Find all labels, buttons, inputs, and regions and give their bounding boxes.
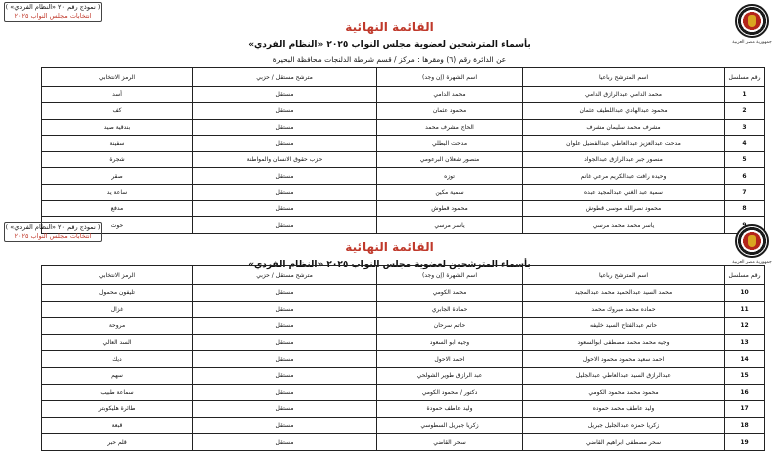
affiliation-cell: مستقل (193, 87, 377, 103)
header-symbol: الرمز الانتخابي (42, 68, 193, 87)
symbol-cell: غزال (42, 301, 193, 318)
nickname-cell: توزه (377, 168, 523, 184)
header-nickname: اسم الشهرة (إن وجد) (377, 266, 523, 285)
name-cell: سمية عبد الغني عبدالمجيد عبده (523, 184, 725, 200)
table-row (42, 384, 765, 401)
nickname-cell: عبد الرازق طوير الشولحي (377, 367, 523, 384)
header-symbol: الرمز الانتخابي (42, 266, 193, 285)
symbol-cell: مروحة (42, 318, 193, 335)
list-page-2 (0, 220, 779, 446)
nickname-cell: محمد الدامي (377, 87, 523, 103)
name-cell: ياسر محمد محمد مرسي (523, 217, 725, 233)
table-row (42, 434, 765, 451)
badge-line-2: انتخابات مجلس النواب ٢٠٢٥ (14, 232, 92, 240)
table-row (42, 301, 765, 318)
candidates-table (41, 67, 765, 234)
symbol-cell: حوت (42, 217, 193, 233)
symbol-cell: مدفع (42, 201, 193, 217)
name-cell: منصور جبر عبدالرازق عبدالجواد (523, 152, 725, 168)
table-row (42, 417, 765, 434)
nickname-cell: الحاج مشرف محمد (377, 119, 523, 135)
name-cell: محمود محمد محمود الكومي (523, 384, 725, 401)
symbol-cell: سهم (42, 367, 193, 384)
name-cell: حماده محمد مبروك محمد (523, 301, 725, 318)
table-row (42, 119, 765, 135)
emblem-caption: جمهورية مصر العربية (732, 260, 772, 265)
serial-cell: 5 (725, 152, 765, 168)
name-cell: محمود نصرالله موسى قطوش (523, 201, 725, 217)
affiliation-cell: مستقل (193, 119, 377, 135)
name-cell: حاتم عبدالفتاح السيد خليفه (523, 318, 725, 335)
table-row (42, 401, 765, 418)
affiliation-cell: مستقل (193, 318, 377, 335)
nickname-cell: حاتم سرحان (377, 318, 523, 335)
table-row (42, 135, 765, 151)
affiliation-cell: مستقل (193, 168, 377, 184)
table-header-row (42, 266, 765, 285)
nickname-cell: ياسر مرسي (377, 217, 523, 233)
symbol-cell: طائرة هليكوبتر (42, 401, 193, 418)
serial-cell: 19 (725, 434, 765, 451)
affiliation-cell: مستقل (193, 135, 377, 151)
symbol-cell: سماعة طبيب (42, 384, 193, 401)
symbol-cell: ديك (42, 351, 193, 368)
nickname-cell: حمادة الجابري (377, 301, 523, 318)
nickname-cell: دكتور / محمود الكومي (377, 384, 523, 401)
header-affiliation: مترشح مستقل / حزبي (193, 266, 377, 285)
table-row (42, 285, 765, 302)
symbol-cell: قبعة (42, 417, 193, 434)
affiliation-cell: مستقل (193, 334, 377, 351)
name-cell: زكريا حمزه عبدالجليل جبريل (523, 417, 725, 434)
name-cell: محمد السيد عبدالحميد محمد عبدالمجيد (523, 285, 725, 302)
table-row (42, 87, 765, 103)
symbol-cell: تليفون محمول (42, 285, 193, 302)
nickname-cell: زكريا جبريل السطوسي (377, 417, 523, 434)
serial-cell: 4 (725, 135, 765, 151)
table-header-row (42, 68, 765, 87)
badge-line-1: ( نموذج رقم ٢٠ «النظام الفردي» ) (5, 223, 101, 231)
emblem-caption: جمهورية مصر العربية (732, 40, 772, 45)
affiliation-cell: مستقل (193, 217, 377, 233)
affiliation-cell: مستقل (193, 434, 377, 451)
table-row (42, 334, 765, 351)
symbol-cell: قلم حبر (42, 434, 193, 451)
header-serial: رقم مسلسل (725, 68, 765, 87)
affiliation-cell: مستقل (193, 201, 377, 217)
nickname-cell: محمود قطوش (377, 201, 523, 217)
header-affiliation: مترشح مستقل / حزبي (193, 68, 377, 87)
name-cell: وحيده رافت عبدالكريم مرعي غانم (523, 168, 725, 184)
table-row (42, 318, 765, 335)
nickname-cell: وجيه ابو السعود (377, 334, 523, 351)
serial-cell: 8 (725, 201, 765, 217)
serial-cell: 2 (725, 103, 765, 119)
name-cell: وليد عاطف محمد حموده (523, 401, 725, 418)
table-row (42, 168, 765, 184)
table-row (42, 184, 765, 200)
serial-cell: 14 (725, 351, 765, 368)
affiliation-cell: حزب حقوق الانسان والمواطنة (193, 152, 377, 168)
serial-cell: 15 (725, 367, 765, 384)
header-name: اسم المترشح رباعيا (523, 266, 725, 285)
nickname-cell: محمد الكومي (377, 285, 523, 302)
badge-line-2: انتخابات مجلس النواب ٢٠٢٥ (14, 12, 92, 20)
nickname-cell: منصور شعلان البرعومي (377, 152, 523, 168)
nickname-cell: سحر القاضي (377, 434, 523, 451)
header-nickname: اسم الشهرة (إن وجد) (377, 68, 523, 87)
table-row (42, 201, 765, 217)
affiliation-cell: مستقل (193, 285, 377, 302)
table-row (42, 152, 765, 168)
serial-cell: 12 (725, 318, 765, 335)
name-cell: مدحت عبدالعزيز عبدالعاطي عبدالفضيل علوان (523, 135, 725, 151)
affiliation-cell: مستقل (193, 367, 377, 384)
form-badge (4, 2, 102, 22)
name-cell: محمد الدامي عبدالرازق الدامي (523, 87, 725, 103)
symbol-cell: بندقية صيد (42, 119, 193, 135)
table-row (42, 351, 765, 368)
nickname-cell: سمية مكين (377, 184, 523, 200)
serial-cell: 13 (725, 334, 765, 351)
affiliation-cell: مستقل (193, 301, 377, 318)
candidates-table (41, 265, 765, 451)
serial-cell: 7 (725, 184, 765, 200)
nickname-cell: احمد الاحول (377, 351, 523, 368)
serial-cell: 17 (725, 401, 765, 418)
symbol-cell: السد العالي (42, 334, 193, 351)
serial-cell: 3 (725, 119, 765, 135)
affiliation-cell: مستقل (193, 103, 377, 119)
table-row (42, 103, 765, 119)
name-cell: محمود عبدالهادي عبداللطيف عثمان (523, 103, 725, 119)
serial-cell: 11 (725, 301, 765, 318)
name-cell: وجيه محمد محمد مصطفى ابوالسعود (523, 334, 725, 351)
symbol-cell: ساعة يد (42, 184, 193, 200)
nickname-cell: مدحت البطلي (377, 135, 523, 151)
symbol-cell: شجرة (42, 152, 193, 168)
table-row (42, 367, 765, 384)
affiliation-cell: مستقل (193, 384, 377, 401)
badge-line-1: ( نموذج رقم ٢٠ «النظام الفردي» ) (5, 3, 101, 11)
header-name: اسم المترشح رباعيا (523, 68, 725, 87)
name-cell: مشرف محمد سليمان مشرف (523, 119, 725, 135)
page-title: القائمة النهائية (345, 20, 434, 34)
page-title: القائمة النهائية (345, 240, 434, 254)
form-badge (4, 222, 102, 242)
symbol-cell: صقر (42, 168, 193, 184)
serial-cell: 18 (725, 417, 765, 434)
serial-cell: 10 (725, 285, 765, 302)
affiliation-cell: مستقل (193, 351, 377, 368)
affiliation-cell: مستقل (193, 417, 377, 434)
symbol-cell: كف (42, 103, 193, 119)
symbol-cell: سفينة (42, 135, 193, 151)
symbol-cell: أسد (42, 87, 193, 103)
serial-cell: 16 (725, 384, 765, 401)
serial-cell: 6 (725, 168, 765, 184)
nickname-cell: محمود عثمان (377, 103, 523, 119)
page-subtitle: بأسماء المترشحين لعضوية مجلس النواب ٢٠٢٥ «النظام الفردي» (248, 260, 531, 270)
name-cell: عبدالرازق السيد عبدالعاطي عبدالجليل (523, 367, 725, 384)
district-line: عن الدائرة رقم (٦) ومقرها : مركز / قسم شرطة الدلنجات محافظة البحيرة (272, 55, 507, 64)
affiliation-cell: مستقل (193, 401, 377, 418)
serial-cell: 1 (725, 87, 765, 103)
page-subtitle: بأسماء المترشحين لعضوية مجلس النواب ٢٠٢٥ «النظام الفردي» (248, 40, 531, 50)
header-serial: رقم مسلسل (725, 266, 765, 285)
name-cell: سحر مصطفى ابراهيم القاضي (523, 434, 725, 451)
name-cell: احمد سعيد محمود محمود الاحول (523, 351, 725, 368)
affiliation-cell: مستقل (193, 184, 377, 200)
nickname-cell: وليد عاطف حمودة (377, 401, 523, 418)
